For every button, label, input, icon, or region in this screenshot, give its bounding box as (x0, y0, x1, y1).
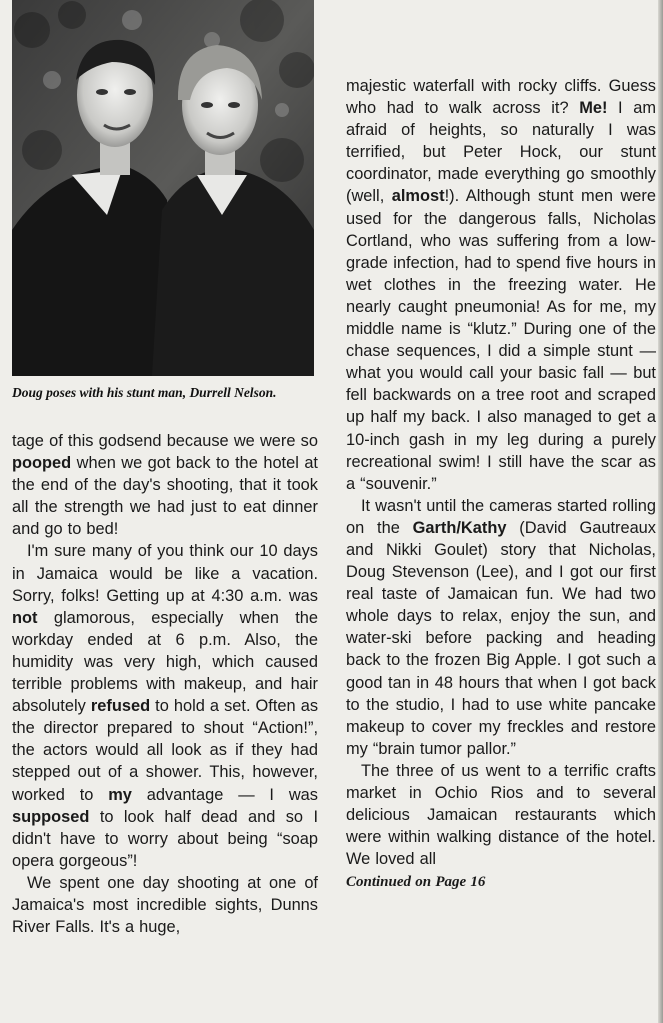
emphasis-text: not (12, 608, 38, 627)
continued-link[interactable]: Continued on Page 16 (346, 874, 486, 891)
body-text: We spent one day shooting at one of Jamaica's most incredible sights, Dunns River Falls. It's a huge, (12, 873, 318, 937)
paragraph (346, 75, 656, 495)
body-text: to look half dead and so I didn't have to worry about being “soap opera gorgeous”! (12, 807, 318, 870)
paragraph (12, 430, 318, 540)
paragraph (346, 760, 656, 870)
article-column-right (346, 75, 656, 893)
emphasis-text: refused (90, 697, 151, 716)
body-text: !). Although stunt men were used for the dangerous falls, Nicholas Cortland, who was suffering from a low-grade infection, had to spend five hours in wet clothes in the freezing water. He nearly caught pneumonia! As for me, my middle name is “klutz.” During one of the chase sequences, I did a simple stunt — what you would call your basic fall — but fell backwards on a tree root and scraped up half my back. I also managed to get a 10-inch gash in my leg during a purely recreational swim! I still have the scar as a “souvenir.” (346, 187, 656, 493)
emphasis-text: my (108, 785, 132, 804)
article-column-left (12, 430, 318, 938)
body-text: majestic waterfall with rocky cliffs. Guess who had to walk across it? (346, 77, 656, 118)
paragraph (12, 872, 318, 938)
emphasis-text: Me! (579, 99, 608, 118)
emphasis-text: Garth/Kathy (412, 518, 507, 537)
body-text: The three of us went to a terrific crafts market in Ochio Rios and to several delicious Jamaican restaurants which were within walking distance of the hotel. We loved all (346, 761, 656, 869)
body-text: tage of this godsend because we were so (12, 432, 318, 450)
photo-caption: Doug poses with his stunt man, Durrell Nelson. (12, 385, 277, 400)
emphasis-text: almost (391, 187, 445, 206)
body-text: I'm sure many of you think our 10 days in Jamaica would be like a vacation. Sorry, folks! Getting up at 4:30 a.m. was (12, 542, 318, 605)
body-text: (David Gautreaux and Nikki Goulet) story that Nicholas, Doug Stevenson (Lee), and I got our first real taste of Jamaican fun. We had two whole days to relax, enjoy the sun, and water-ski before packing and heading back to the frozen Big Apple. I got such a good tan in 48 hours that when I got back to the studio, I had to use white pancake makeup to cover my freckles and restore my “brain tumor pallor.” (346, 518, 656, 758)
body-text: when we got back to the hotel at the end of the day's shooting, that it took all the strength we had just to eat dinner and go to bed! (12, 454, 318, 539)
emphasis-text: supposed (12, 807, 90, 826)
body-text: It wasn't until the cameras started rolling on the (346, 496, 656, 537)
photo-illustration (12, 0, 314, 376)
page-edge (658, 0, 663, 1023)
body-text: advantage — I was (131, 785, 318, 804)
emphasis-text: pooped (12, 454, 72, 473)
body-text: glamorous, especially when the workday ended at 6 p.m. Also, the humidity was very high, which caused terrible problems with makeup, and hair absolutely (12, 608, 318, 716)
paragraph (346, 495, 656, 760)
body-text: I am afraid of heights, so naturally I was terrified, but Peter Hock, our stunt coordinator, made everything go smoothly (well, (346, 99, 656, 206)
body-text: to hold a set. Often as the director prepared to shout “Action!”, the actors would all look as if they had stepped out of a shower. This, however, worked to (12, 697, 319, 804)
paragraph (12, 540, 318, 871)
continued-line[interactable] (346, 870, 656, 893)
photo-two-men (12, 0, 314, 376)
